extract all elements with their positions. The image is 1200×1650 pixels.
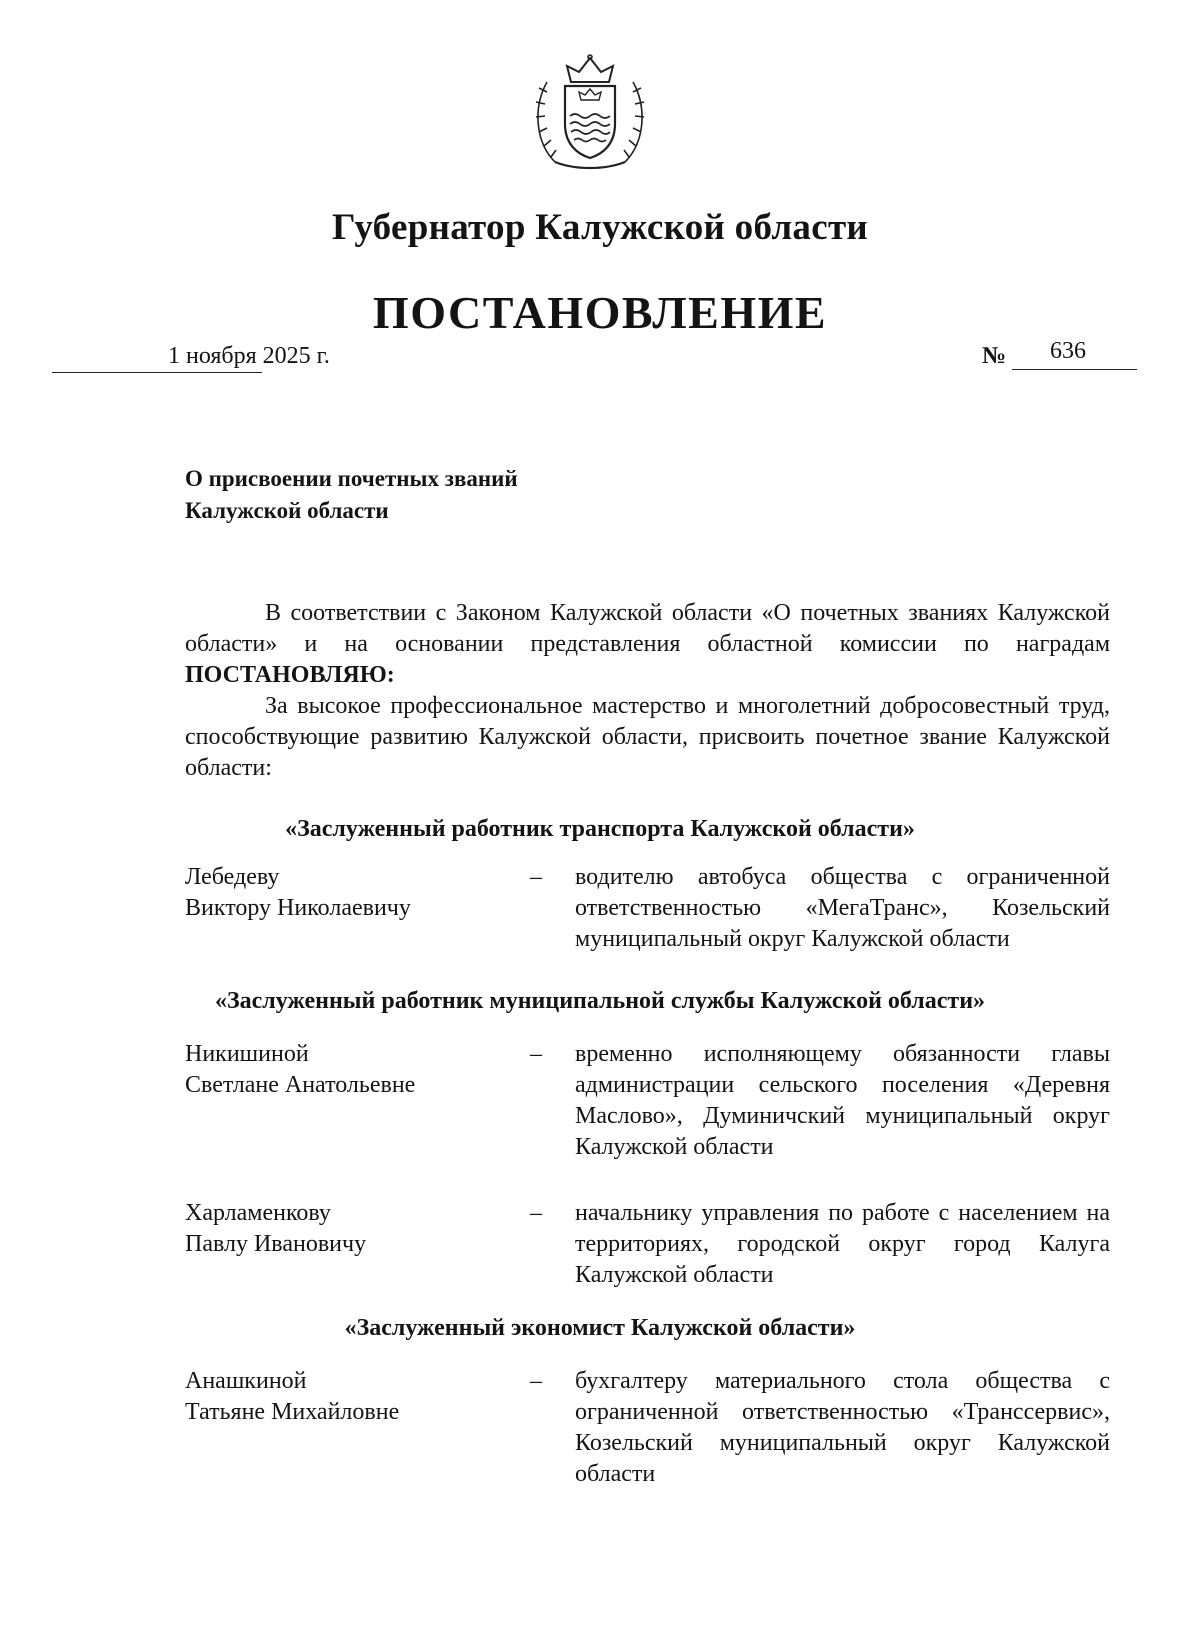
recipient-position: бухгалтеру материального стола общества с ограниченной ответственностью «Транссервис», Козельский муниципальный округ Калужской области: [575, 1368, 1110, 1487]
recipient-given-name: Виктору Николаевичу: [185, 895, 411, 921]
recipient-given-name: Павлу Ивановичу: [185, 1231, 367, 1257]
award-basis-text: За высокое профессиональное мастерство и многолетний добросовестный труд, способствующие развитию Калужской области, присвоить почетное звание Калужской области:: [185, 693, 1110, 781]
date-underline: [52, 372, 262, 373]
recipient-given-name: Татьяне Михайловне: [185, 1399, 400, 1425]
separator-dash: –: [530, 1368, 542, 1394]
document-subject: [185, 463, 518, 527]
separator-dash: –: [530, 864, 542, 890]
recipient-position: водителю автобуса общества с ограниченной ответственностью «МегаТранс», Козельский муниципальный округ Калужской области: [575, 864, 1110, 952]
subject-line-2: Калужской области: [185, 498, 389, 523]
recipient-name: [185, 1366, 485, 1428]
document-type-title: ПОСТАНОВЛЕНИЕ: [372, 287, 828, 338]
issuing-authority: Губернатор Калужской области: [331, 207, 869, 248]
honor-title: «Заслуженный работник муниципальной службы Калужской области»: [214, 988, 986, 1014]
recipient-surname: Анашкиной: [185, 1368, 307, 1394]
preamble-paragraph: [185, 598, 1110, 691]
honor-title: «Заслуженный экономист Калужской области»: [344, 1315, 856, 1341]
recipient-position: временно исполняющему обязанности главы администрации сельского поселения «Деревня Маслово», Думиничский муниципальный округ Калужской области: [575, 1041, 1110, 1160]
honor-title: «Заслуженный работник транспорта Калужской области»: [285, 816, 915, 842]
separator-dash: –: [530, 1200, 542, 1226]
recipient-surname: Никишиной: [185, 1041, 309, 1067]
recipient-surname: Лебедеву: [185, 864, 280, 890]
recipient-position: начальнику управления по работе с населением на территориях, городской округ город Калуга Калужской области: [575, 1200, 1110, 1288]
recipient-name: [185, 862, 485, 924]
separator-dash: –: [530, 1041, 542, 1067]
recipient-name: [185, 1039, 485, 1101]
resolve-keyword: ПОСТАНОВЛЯЮ:: [185, 662, 395, 688]
preamble-text: В соответствии с Законом Калужской области «О почетных званиях Калужской области» и на основании представления областной комиссии по наградам: [185, 600, 1110, 657]
coat-of-arms-icon: [525, 52, 655, 174]
recipient-given-name: Светлане Анатольевне: [185, 1072, 416, 1098]
document-number: 636: [1050, 338, 1086, 364]
subject-line-1: О присвоении почетных званий: [185, 466, 518, 491]
number-underline: [1012, 369, 1137, 370]
recipient-name: [185, 1198, 485, 1260]
recipient-surname: Харламенкову: [185, 1200, 331, 1226]
award-basis-paragraph: [185, 691, 1110, 784]
document-date: 1 ноября 2025 г.: [168, 343, 330, 369]
number-sign: №: [982, 343, 1007, 369]
